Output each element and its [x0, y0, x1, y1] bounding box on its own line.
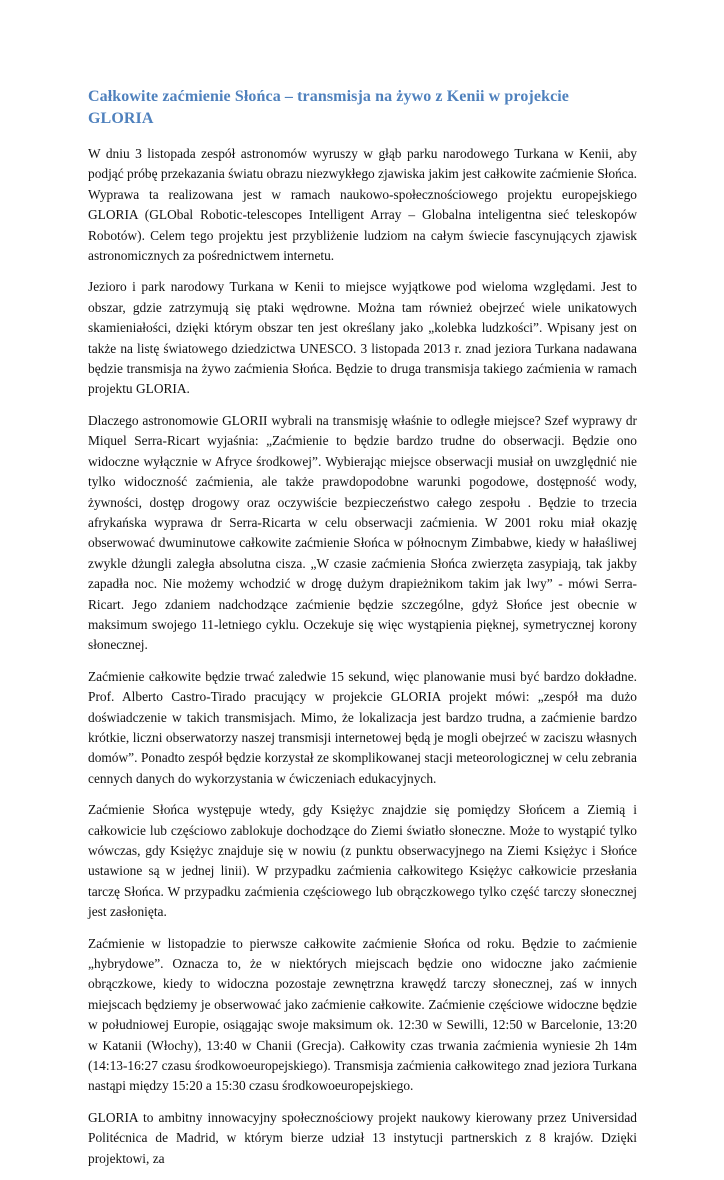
paragraph-7: GLORIA to ambitny innowacyjny społecznościowy projekt naukowy kierowany przez Universidad Politécnica de Madrid, w którym bierze udział 13 instytucji partnerskich z 8 krajów. Dzięki projektowi, za [88, 1109, 637, 1166]
paragraph-5: Zaćmienie Słońca występuje wtedy, gdy Księżyc znajdzie się pomiędzy Słońcem a Ziemią i całkowicie lub częściowo zablokuje dochodzące do Ziemi światło słoneczne. Może to wystąpić tylko wówczas, gdy Księżyc znajduje się w nowiu (z punktu obserwacyjnego na Ziemi Księżyc i Słońce ustawione są w jednej linii). W przypadku zaćmienia całkowitego Księżyc całkowicie przesłania tarczę Słońca. W przypadku zaćmienia częściowego lub obrączkowego tylko część tarczy słonecznej jest zasłonięta. [88, 802, 637, 920]
paragraph-3: Dlaczego astronomowie GLORII wybrali na transmisję właśnie to odległe miejsce? Szef wyprawy dr Miquel Serra-Ricart wyjaśnia: „Zaćmienie to będzie bardzo trudne do obserwacji. Będzie ono widoczne wyłącznie w Afryce środkowej”. Wybierając miejsce obserwacji musiał on uwzględnić nie tylko widoczność zaćmienia, ale także prawdopodobne warunki pogodowe, dostępność wody, żywności, dostęp drogowy oraz oczywiście bezpieczeństwo całego zespołu . Będzie to trzecia afrykańska wyprawa dr Serra-Ricarta w celu obserwacji zaćmienia. W 2001 roku miał okazję obserwować dwuminutowe całkowite zaćmienie Słońca w północnym Zimbabwe, kiedy w hałaśliwej zwykle dżungli zaległa absolutna cisza. „W czasie zaćmienia Słońca zwierzęta zasypiają, tak jakby zapadła noc. Nie możemy wchodzić w drogę dużym drapieżnikom takim jak lwy” - mówi Serra-Ricart. Jego zdaniem nadchodzące zaćmienie będzie szczególne, gdyż Słońce jest obecnie w maksimum swojego 11-letniego cyklu. Oczekuje się więc wystąpienia pięknej, symetrycznej korony słonecznej. [88, 412, 637, 653]
document-title: Całkowite zaćmienie Słońca – transmisja na żywo z Kenii w projekcie GLORIA [88, 88, 570, 127]
paragraph-2: Jezioro i park narodowy Turkana w Kenii to miejsce wyjątkowe pod wieloma względami. Jest to obszar, gdzie zatrzymują się ptaki wędrowne. Można tam również obejrzeć wiele unikatowych skamieniałości, dzięki którym obszar ten jest określany jako „kolebka ludzkości”. Wpisany jest on także na listę światowego dziedzictwa UNESCO. 3 listopada 2013 r. znad jeziora Turkana nadawana będzie transmisja na żywo zaćmienia Słońca. Będzie to druga transmisja takiego zaćmienia w ramach projektu GLORIA. [88, 279, 637, 397]
paragraph-1: W dniu 3 listopada zespół astronomów wyruszy w głąb parku narodowego Turkana w Kenii, aby podjąć próbę przekazania światu obrazu niezwykłego zjawiska jakim jest całkowite zaćmienie Słońca. Wyprawa ta realizowana jest w ramach naukowo-społecznościowego projektu europejskiego GLORIA (GLObal Robotic-telescopes Intelligent Array – Globalna inteligentna sieć teleskopów Robotów). Celem tego projektu jest przybliżenie ludziom na całym świecie fascynujących zjawisk astronomicznych za pośrednictwem internetu. [88, 146, 637, 264]
document-body [88, 86, 637, 1180]
paragraph-4: Zaćmienie całkowite będzie trwać zaledwie 15 sekund, więc planowanie musi być bardzo dokładne. Prof. Alberto Castro-Tirado pracujący w projekcie GLORIA projekt mówi: „zespół ma dużo doświadczenie w takich transmisjach. Mimo, że lokalizacja jest bardzo trudna, a zaćmienie bardzo krótkie, liczni obserwatorzy naszej transmisji internetowej będą je mogli obejrzeć w zaciszu własnych domów”. Ponadto zespół będzie korzystał ze skomplikowanej stacji meteorologicznej w celu zebrania cennych danych do wykorzystania w ćwiczeniach edukacyjnych. [88, 668, 637, 786]
paragraph-6: Zaćmienie w listopadzie to pierwsze całkowite zaćmienie Słońca od roku. Będzie to zaćmienie „hybrydowe”. Oznacza to, że w niektórych miejscach będzie ono widoczne jako zaćmienie obrączkowe, kiedy to widoczna pozostaje zewnętrzna krawędź tarczy słonecznej, zaś w innych miejscach będziemy je obserwować jako zaćmienie całkowite. Zaćmienie częściowe widoczne będzie w południowej Europie, osiągając swoje maksimum ok. 12:30 w Sewilli, 12:50 w Barcelonie, 13:20 w Katanii (Włochy), 13:40 w Chanii (Grecja). Całkowity czas trwania zaćmienia wyniesie 2h 14m (14:13-16:27 czasu środkowoeuropejskiego). Transmisja zaćmienia całkowitego znad jeziora Turkana nastąpi między 15:20 a 15:30 czasu środkowoeuropejskiego. [88, 935, 637, 1094]
